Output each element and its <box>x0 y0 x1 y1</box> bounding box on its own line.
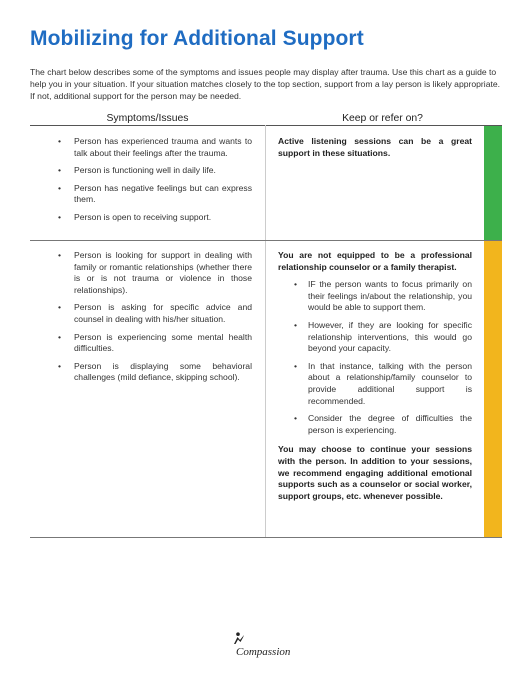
section1-advice <box>278 136 472 159</box>
logo-wordmark: Compassion <box>236 646 291 658</box>
list-item: • IF the person wants to focus primarily on their feelings in/about the relationship, you would be able to support them. <box>278 279 472 314</box>
list-item: • Person has experienced trauma and wants to talk about their feelings after the trauma. <box>30 136 252 159</box>
section2-symptoms <box>30 250 252 390</box>
table-bottom-rule <box>30 537 502 538</box>
column-header-keep-or-refer: Keep or refer on? <box>342 113 423 124</box>
list-item: • In that instance, talking with the person about a relationship/family counselor to provide additional support is recommended. <box>278 361 472 407</box>
intro-paragraph: The chart below describes some of the symptoms and issues people may display after trauma. Use this chart as a guide to help you in your situation. If your situation matches closely to the top section, support from a lay person is likely appropriate. If not, additional support for the person may be needed. <box>30 67 501 102</box>
section1-symptoms <box>30 136 252 230</box>
green-indicator-bar <box>484 126 502 240</box>
list-item: • Person is open to receiving support. <box>30 212 252 224</box>
list-item: • Person is functioning well in daily life. <box>30 165 252 177</box>
list-item: • Person is asking for specific advice and counsel in dealing with his/her situation. <box>30 302 252 325</box>
table-header-rule <box>30 125 502 126</box>
section1-advice-text: Active listening sessions can be a great support in these situations. <box>278 136 472 158</box>
page-title: Mobilizing for Additional Support <box>30 27 364 50</box>
section2-advice-closing: You may choose to continue your sessions with the person. In addition to your sessions, we recommend engaging additional emotional supports such as a counselor or social worker, support groups, etc. whenever possible. <box>278 444 472 501</box>
list-item: • However, if they are looking for specific relationship interventions, this would go beyond your capacity. <box>278 320 472 355</box>
list-item: • Consider the degree of difficulties the person is experiencing. <box>278 413 472 436</box>
section2-advice <box>278 250 472 502</box>
column-header-symptoms: Symptoms/Issues <box>106 113 189 124</box>
section2-advice-intro: You are not equipped to be a professional relationship counselor or a family therapist. <box>278 250 472 272</box>
list-item: • Person is looking for support in dealing with family or romantic relationships (whether there is or is not trauma or violence in those relationships). <box>30 250 252 296</box>
section-divider <box>30 240 502 241</box>
yellow-indicator-bar <box>484 241 502 537</box>
compassion-logo <box>232 632 302 662</box>
column-divider <box>265 125 266 537</box>
list-item: • Person is experiencing some mental health difficulties. <box>30 332 252 355</box>
figure-logo-icon <box>232 632 256 646</box>
list-item: • Person is displaying some behavioral challenges (mild defiance, skipping school). <box>30 361 252 384</box>
list-item: • Person has negative feelings but can express them. <box>30 183 252 206</box>
